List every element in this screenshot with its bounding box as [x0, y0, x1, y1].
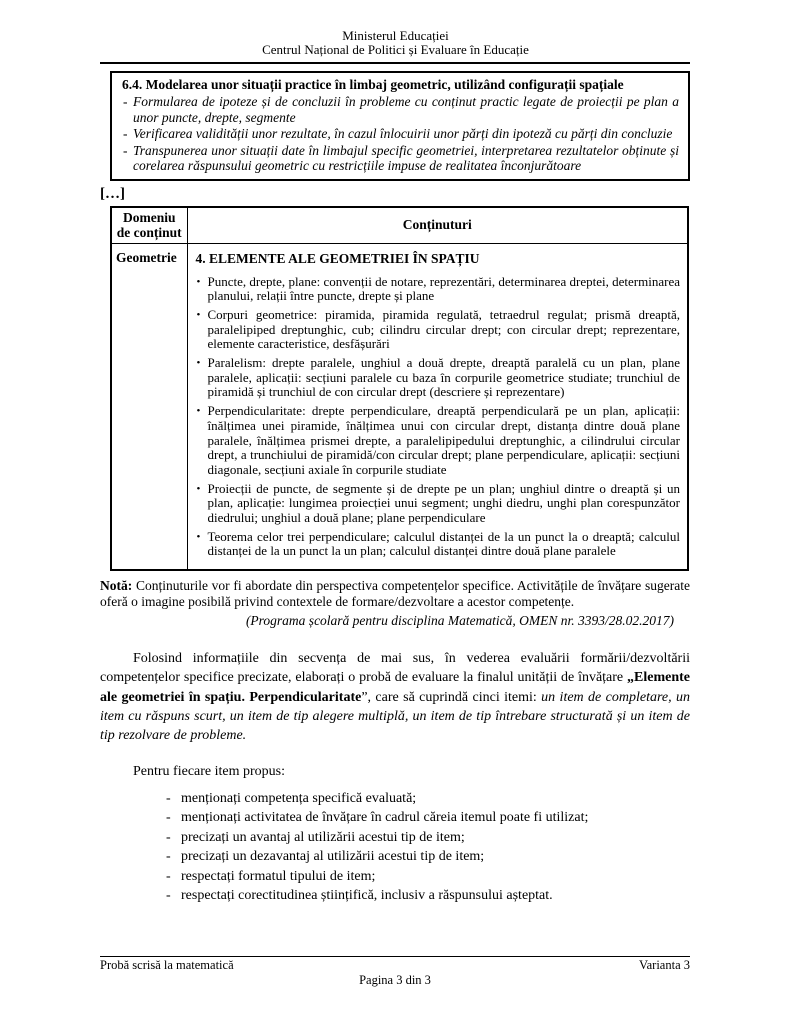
list-item [120, 126, 679, 142]
list-item [166, 886, 690, 906]
page-content [0, 71, 791, 906]
instruction-text: precizați un avantaj al utilizării acestui tip de item; [181, 829, 465, 845]
list-item [195, 356, 681, 400]
list-item [120, 94, 679, 125]
note-label: Notă: [100, 578, 133, 594]
list-item [120, 143, 679, 174]
note-text: Conținuturile vor fi abordate din perspectiva competențelor specifice. Activitățile de învățare sugerate oferă o imagine posibilă privind contextele de formare/dezvoltare a acestor competențe. [100, 578, 690, 609]
dash-marker: - [123, 142, 128, 158]
bullet-marker: • [196, 405, 201, 418]
competence-item-text: Verificarea validității unor rezultate, în cazul înlocuirii unor părți din ipoteză cu părți din concluzie [133, 126, 673, 141]
footer-exam-title: Probă scrisă la matematică [100, 958, 234, 972]
content-item-text: Corpuri geometrice: piramida, piramida regulată, tetraedrul regulat; prismă dreaptă, paralelipiped dreptunghic, cub; cilindru circular drept; con circular drept; reprezentare, elemente caracteristice, desfășurări [207, 306, 680, 352]
footer-row [100, 957, 690, 973]
ellipsis-text: […] [100, 185, 125, 202]
task-unit-title: „Elemente ale geometriei în spațiu. Perpendicularitate [100, 670, 690, 705]
instruction-text: menționați competența specifică evaluată; [181, 790, 417, 806]
task-paragraph [100, 649, 690, 745]
footer-variant: Varianta 3 [638, 958, 690, 972]
competence-item-text: Transpunerea unor situații date în limbajul specific geometriei, interpretarea rezultatelor obținute și corelarea răspunsului geometric cu restricțiile impuse de realitatea înconjurătoare [133, 142, 679, 173]
list-item [166, 828, 690, 848]
task-item-types: un item de completare, un item cu răspuns scurt, un item de tip alegere multiplă, un item de tip întrebare structurată și un item de tip rezolvare de probleme. [100, 689, 690, 744]
content-cell [187, 243, 688, 570]
dash-marker: - [166, 888, 171, 904]
task-text: ”, care să cuprindă cinci itemi: [361, 689, 542, 705]
content-item-text: Teorema celor trei perpendiculare; calculul distanței de la un punct la o dreaptă; calculul distanței de la un punct la un plan; calculul distanței dintre două plane paralele [207, 528, 680, 559]
competence-item-text: Formularea de ipoteze și de concluzii în probleme cu conținut practic legate de proiecții pe plan a unor puncte, drepte, segmente [133, 94, 679, 125]
source-reference: (Programa școlară pentru disciplina Matematică, OMEN nr. 3393/28.02.2017) [245, 613, 675, 629]
bullet-marker: • [196, 530, 201, 543]
content-item-text: Perpendicularitate: drepte perpendiculare, dreaptă perpendiculară pe un plan, aplicații: înălțimea unei piramide, înălțimea unui con circular drept, distanța dintre două plane paralele, înălțimea prismei drepte, a paralelipipedului dreptunghic, a cilindrului circular drept, a trunchiului de piramidă/con circular drept; plane perpendiculare, aplicații: secțiuni diagonale, secțiuni axiale în corpurile studiate [207, 403, 680, 477]
table-row [111, 243, 688, 570]
bullet-marker: • [196, 357, 201, 370]
table-header-domain: Domeniu de conținut [111, 207, 187, 244]
center-title: Centrul Național de Politici și Evaluare în Educație [262, 42, 529, 57]
content-table [110, 206, 689, 572]
content-item-text: Proiecții de puncte, de segmente și de drepte pe un plan; unghiul dintre o dreaptă și un plan, aplicație: lungimea proiecției unui segment; unghi diedru, unghi plan corespunzător diedrului; unghiul a două plane; plane perpendiculare [207, 480, 680, 526]
list-item [195, 308, 681, 352]
list-item [166, 789, 690, 809]
list-item [166, 808, 690, 828]
list-item [195, 275, 681, 304]
dash-marker: - [123, 94, 128, 109]
dash-marker: - [166, 810, 171, 826]
list-item [166, 867, 690, 887]
note-paragraph [100, 578, 690, 609]
bullet-marker: • [196, 482, 201, 495]
page-footer [100, 956, 690, 988]
instruction-text: menționați activitatea de învățare în cadrul căreia itemul poate fi utilizat; [181, 810, 589, 826]
dash-marker: - [166, 829, 171, 845]
content-title: 4. ELEMENTE ALE GEOMETRIEI ÎN SPAȚIU [195, 250, 480, 266]
bullet-marker: • [196, 275, 201, 288]
header-divider [100, 62, 690, 64]
competence-box [110, 71, 690, 181]
task-text: Folosind informațiile din secvența de mai sus, în vederea evaluării formării/dezvoltării competențelor specifice precizate, elaborați o probă de evaluare la finalul unității de învățare [100, 651, 690, 686]
dash-marker: - [166, 790, 171, 806]
list-item [195, 530, 681, 559]
instructions-intro: Pentru fiecare item propus: [133, 763, 286, 779]
dash-marker: - [166, 849, 171, 865]
domain-cell: Geometrie [111, 243, 187, 570]
list-item [195, 404, 681, 478]
dash-marker: - [166, 868, 171, 884]
list-item [166, 847, 690, 867]
instruction-text: respectați corectitudinea științifică, inclusiv a răspunsului așteptat. [181, 888, 553, 904]
table-header-content: Conținuturi [187, 207, 688, 244]
instruction-text: precizați un dezavantaj al utilizării acestui tip de item; [181, 849, 485, 865]
instruction-text: respectați formatul tipului de item; [181, 868, 376, 884]
instructions-list [166, 789, 690, 906]
dash-marker: - [123, 126, 128, 141]
footer-page-number: Pagina 3 din 3 [359, 973, 431, 987]
content-item-text: Paralelism: drepte paralele, unghiul a două drepte, dreaptă paralelă cu un plan, plane paralele, aplicații: secțiuni paralele cu baza în corpurile geometrice studiate; trunchiul de piramidă și trunchiul de con circular drept (descriere și reprezentare) [207, 355, 680, 400]
document-header [0, 0, 791, 57]
ministry-title: Ministerul Educației [342, 28, 449, 43]
bullet-marker: • [196, 308, 201, 321]
content-item-text: Puncte, drepte, plane: convenții de notare, reprezentări, determinarea dreptei, determinarea planului, relații între puncte, drepte și plane [207, 273, 680, 304]
list-item [195, 482, 681, 526]
competence-title: 6.4. Modelarea unor situații practice în limbaj geometric, utilizând configurații spațiale [122, 77, 624, 92]
table-header-row [111, 207, 688, 244]
